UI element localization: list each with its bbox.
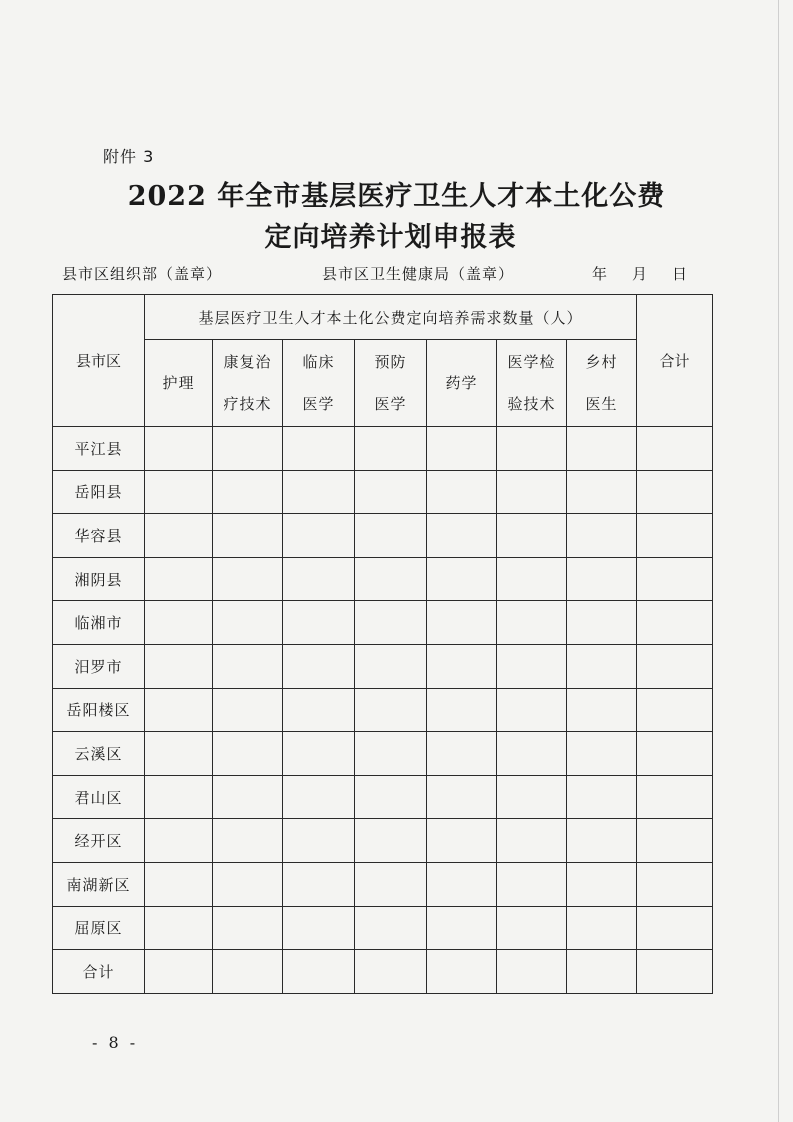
table-cell[interactable] — [497, 950, 567, 994]
month-label: 月 — [632, 265, 649, 283]
table-cell[interactable] — [497, 644, 567, 688]
table-cell[interactable] — [567, 514, 637, 558]
table-cell[interactable] — [567, 950, 637, 994]
row-label: 君山区 — [53, 775, 145, 819]
row-label: 湘阴县 — [53, 557, 145, 601]
table-cell[interactable] — [427, 906, 497, 950]
table-cell[interactable] — [637, 688, 713, 732]
table-cell[interactable] — [427, 819, 497, 863]
table-subheader-row — [53, 340, 713, 427]
org-dept-stamp-label: 县市区组织部（盖章） — [62, 265, 223, 283]
table-row — [53, 688, 713, 732]
column-header-lab: 医学检 验技术 — [497, 340, 567, 427]
table-cell[interactable] — [497, 775, 567, 819]
table-cell[interactable] — [567, 557, 637, 601]
table-cell[interactable] — [567, 601, 637, 645]
table-row — [53, 906, 713, 950]
row-label: 屈原区 — [53, 906, 145, 950]
table-cell[interactable] — [497, 732, 567, 776]
table-cell[interactable] — [427, 950, 497, 994]
table-cell[interactable] — [213, 688, 283, 732]
column-header-preventive: 预防 医学 — [355, 340, 427, 427]
table-row — [53, 819, 713, 863]
table-cell[interactable] — [637, 557, 713, 601]
row-label: 岳阳楼区 — [53, 688, 145, 732]
table-cell[interactable] — [497, 470, 567, 514]
table-cell[interactable] — [497, 819, 567, 863]
row-label: 云溪区 — [53, 732, 145, 776]
table-row — [53, 775, 713, 819]
column-header-rehab: 康复治 疗技术 — [213, 340, 283, 427]
table-cell[interactable] — [497, 427, 567, 471]
table-cell[interactable] — [355, 514, 427, 558]
table-cell[interactable] — [283, 775, 355, 819]
table-cell[interactable] — [145, 688, 213, 732]
table-cell[interactable] — [567, 775, 637, 819]
table-cell[interactable] — [637, 601, 713, 645]
table-cell[interactable] — [283, 470, 355, 514]
table-cell[interactable] — [355, 688, 427, 732]
day-label: 日 — [672, 265, 689, 283]
table-cell[interactable] — [145, 862, 213, 906]
table-cell[interactable] — [213, 819, 283, 863]
application-table — [52, 294, 713, 994]
year-label: 年 — [592, 265, 609, 283]
table-cell[interactable] — [427, 688, 497, 732]
table-cell[interactable] — [355, 557, 427, 601]
row-label: 平江县 — [53, 427, 145, 471]
table-cell[interactable] — [497, 557, 567, 601]
table-cell[interactable] — [213, 950, 283, 994]
row-label: 临湘市 — [53, 601, 145, 645]
district-header: 县市区 — [53, 295, 145, 427]
column-header-clinical: 临床 医学 — [283, 340, 355, 427]
table-cell[interactable] — [145, 514, 213, 558]
table-cell[interactable] — [637, 950, 713, 994]
table-cell[interactable] — [213, 906, 283, 950]
table-row — [53, 950, 713, 994]
table-cell[interactable] — [283, 950, 355, 994]
table-cell[interactable] — [567, 906, 637, 950]
table-cell[interactable] — [213, 470, 283, 514]
table-cell[interactable] — [355, 862, 427, 906]
table-cell[interactable] — [145, 732, 213, 776]
page-number: - 8 - — [92, 1033, 139, 1052]
table-cell[interactable] — [637, 906, 713, 950]
table-cell[interactable] — [567, 427, 637, 471]
row-label: 经开区 — [53, 819, 145, 863]
table-cell[interactable] — [567, 470, 637, 514]
table-cell[interactable] — [213, 427, 283, 471]
table-cell[interactable] — [283, 514, 355, 558]
table-row — [53, 427, 713, 471]
table-row — [53, 470, 713, 514]
table-cell[interactable] — [213, 732, 283, 776]
table-cell[interactable] — [567, 644, 637, 688]
table-cell[interactable] — [567, 688, 637, 732]
table-cell[interactable] — [355, 644, 427, 688]
table-cell[interactable] — [213, 644, 283, 688]
table-cell[interactable] — [567, 819, 637, 863]
column-header-pharmacy: 药学 — [427, 340, 497, 427]
table-cell[interactable] — [283, 601, 355, 645]
table-cell[interactable] — [283, 644, 355, 688]
table-row — [53, 862, 713, 906]
table-cell[interactable] — [497, 862, 567, 906]
table-row — [53, 601, 713, 645]
row-label: 南湖新区 — [53, 862, 145, 906]
table-cell[interactable] — [145, 557, 213, 601]
group-header: 基层医疗卫生人才本土化公费定向培养需求数量（人） — [145, 295, 637, 340]
table-cell[interactable] — [355, 427, 427, 471]
table-cell[interactable] — [427, 601, 497, 645]
table-cell[interactable] — [145, 644, 213, 688]
row-label: 合计 — [53, 950, 145, 994]
table-cell[interactable] — [213, 775, 283, 819]
table-cell[interactable] — [355, 906, 427, 950]
table-cell[interactable] — [567, 862, 637, 906]
table-row — [53, 644, 713, 688]
table-cell[interactable] — [283, 819, 355, 863]
row-label: 岳阳县 — [53, 470, 145, 514]
table-cell[interactable] — [637, 644, 713, 688]
table-cell[interactable] — [427, 644, 497, 688]
table-cell[interactable] — [213, 514, 283, 558]
table-cell[interactable] — [497, 688, 567, 732]
table-row — [53, 514, 713, 558]
table-cell[interactable] — [637, 470, 713, 514]
table-cell[interactable] — [283, 427, 355, 471]
table-cell[interactable] — [427, 514, 497, 558]
table-cell[interactable] — [637, 775, 713, 819]
table-row — [53, 732, 713, 776]
table-cell[interactable] — [355, 470, 427, 514]
table-cell[interactable] — [145, 427, 213, 471]
title-line-2: 定向培养计划申报表 — [264, 222, 517, 253]
table-cell[interactable] — [567, 732, 637, 776]
table-cell[interactable] — [427, 470, 497, 514]
row-label: 汨罗市 — [53, 644, 145, 688]
table-cell[interactable] — [145, 470, 213, 514]
table-cell[interactable] — [145, 819, 213, 863]
table-cell[interactable] — [637, 862, 713, 906]
table-cell[interactable] — [497, 514, 567, 558]
table-cell[interactable] — [637, 819, 713, 863]
table-cell[interactable] — [145, 950, 213, 994]
column-header-village-doctor: 乡村 医生 — [567, 340, 637, 427]
table-cell[interactable] — [283, 862, 355, 906]
table-cell[interactable] — [283, 906, 355, 950]
health-bureau-stamp-label: 县市区卫生健康局（盖章） — [322, 265, 515, 283]
table-cell[interactable] — [145, 906, 213, 950]
title-line-1: 2022 年全市基层医疗卫生人才本土化公费 — [127, 181, 666, 212]
table-cell[interactable] — [637, 732, 713, 776]
table-cell[interactable] — [283, 688, 355, 732]
column-header-nursing: 护理 — [145, 340, 213, 427]
table-cell[interactable] — [427, 557, 497, 601]
table-cell[interactable] — [145, 775, 213, 819]
table-cell[interactable] — [427, 862, 497, 906]
attachment-label: 附件 3 — [103, 147, 155, 166]
table-cell[interactable] — [283, 557, 355, 601]
row-label: 华容县 — [53, 514, 145, 558]
table-cell[interactable] — [213, 557, 283, 601]
table-cell[interactable] — [497, 906, 567, 950]
table-cell[interactable] — [427, 775, 497, 819]
table-cell[interactable] — [637, 514, 713, 558]
table-cell[interactable] — [497, 601, 567, 645]
table-cell[interactable] — [637, 427, 713, 471]
table-cell[interactable] — [355, 775, 427, 819]
table-cell[interactable] — [145, 601, 213, 645]
table-cell[interactable] — [355, 601, 427, 645]
total-column-header: 合计 — [637, 295, 713, 427]
page-edge-line — [778, 0, 779, 1122]
table-cell[interactable] — [355, 819, 427, 863]
table-row — [53, 557, 713, 601]
table-cell[interactable] — [213, 601, 283, 645]
table-cell[interactable] — [427, 427, 497, 471]
table-header-row — [53, 295, 713, 340]
table-cell[interactable] — [283, 732, 355, 776]
table-cell[interactable] — [427, 732, 497, 776]
table-cell[interactable] — [355, 950, 427, 994]
table-cell[interactable] — [355, 732, 427, 776]
table-cell[interactable] — [213, 862, 283, 906]
